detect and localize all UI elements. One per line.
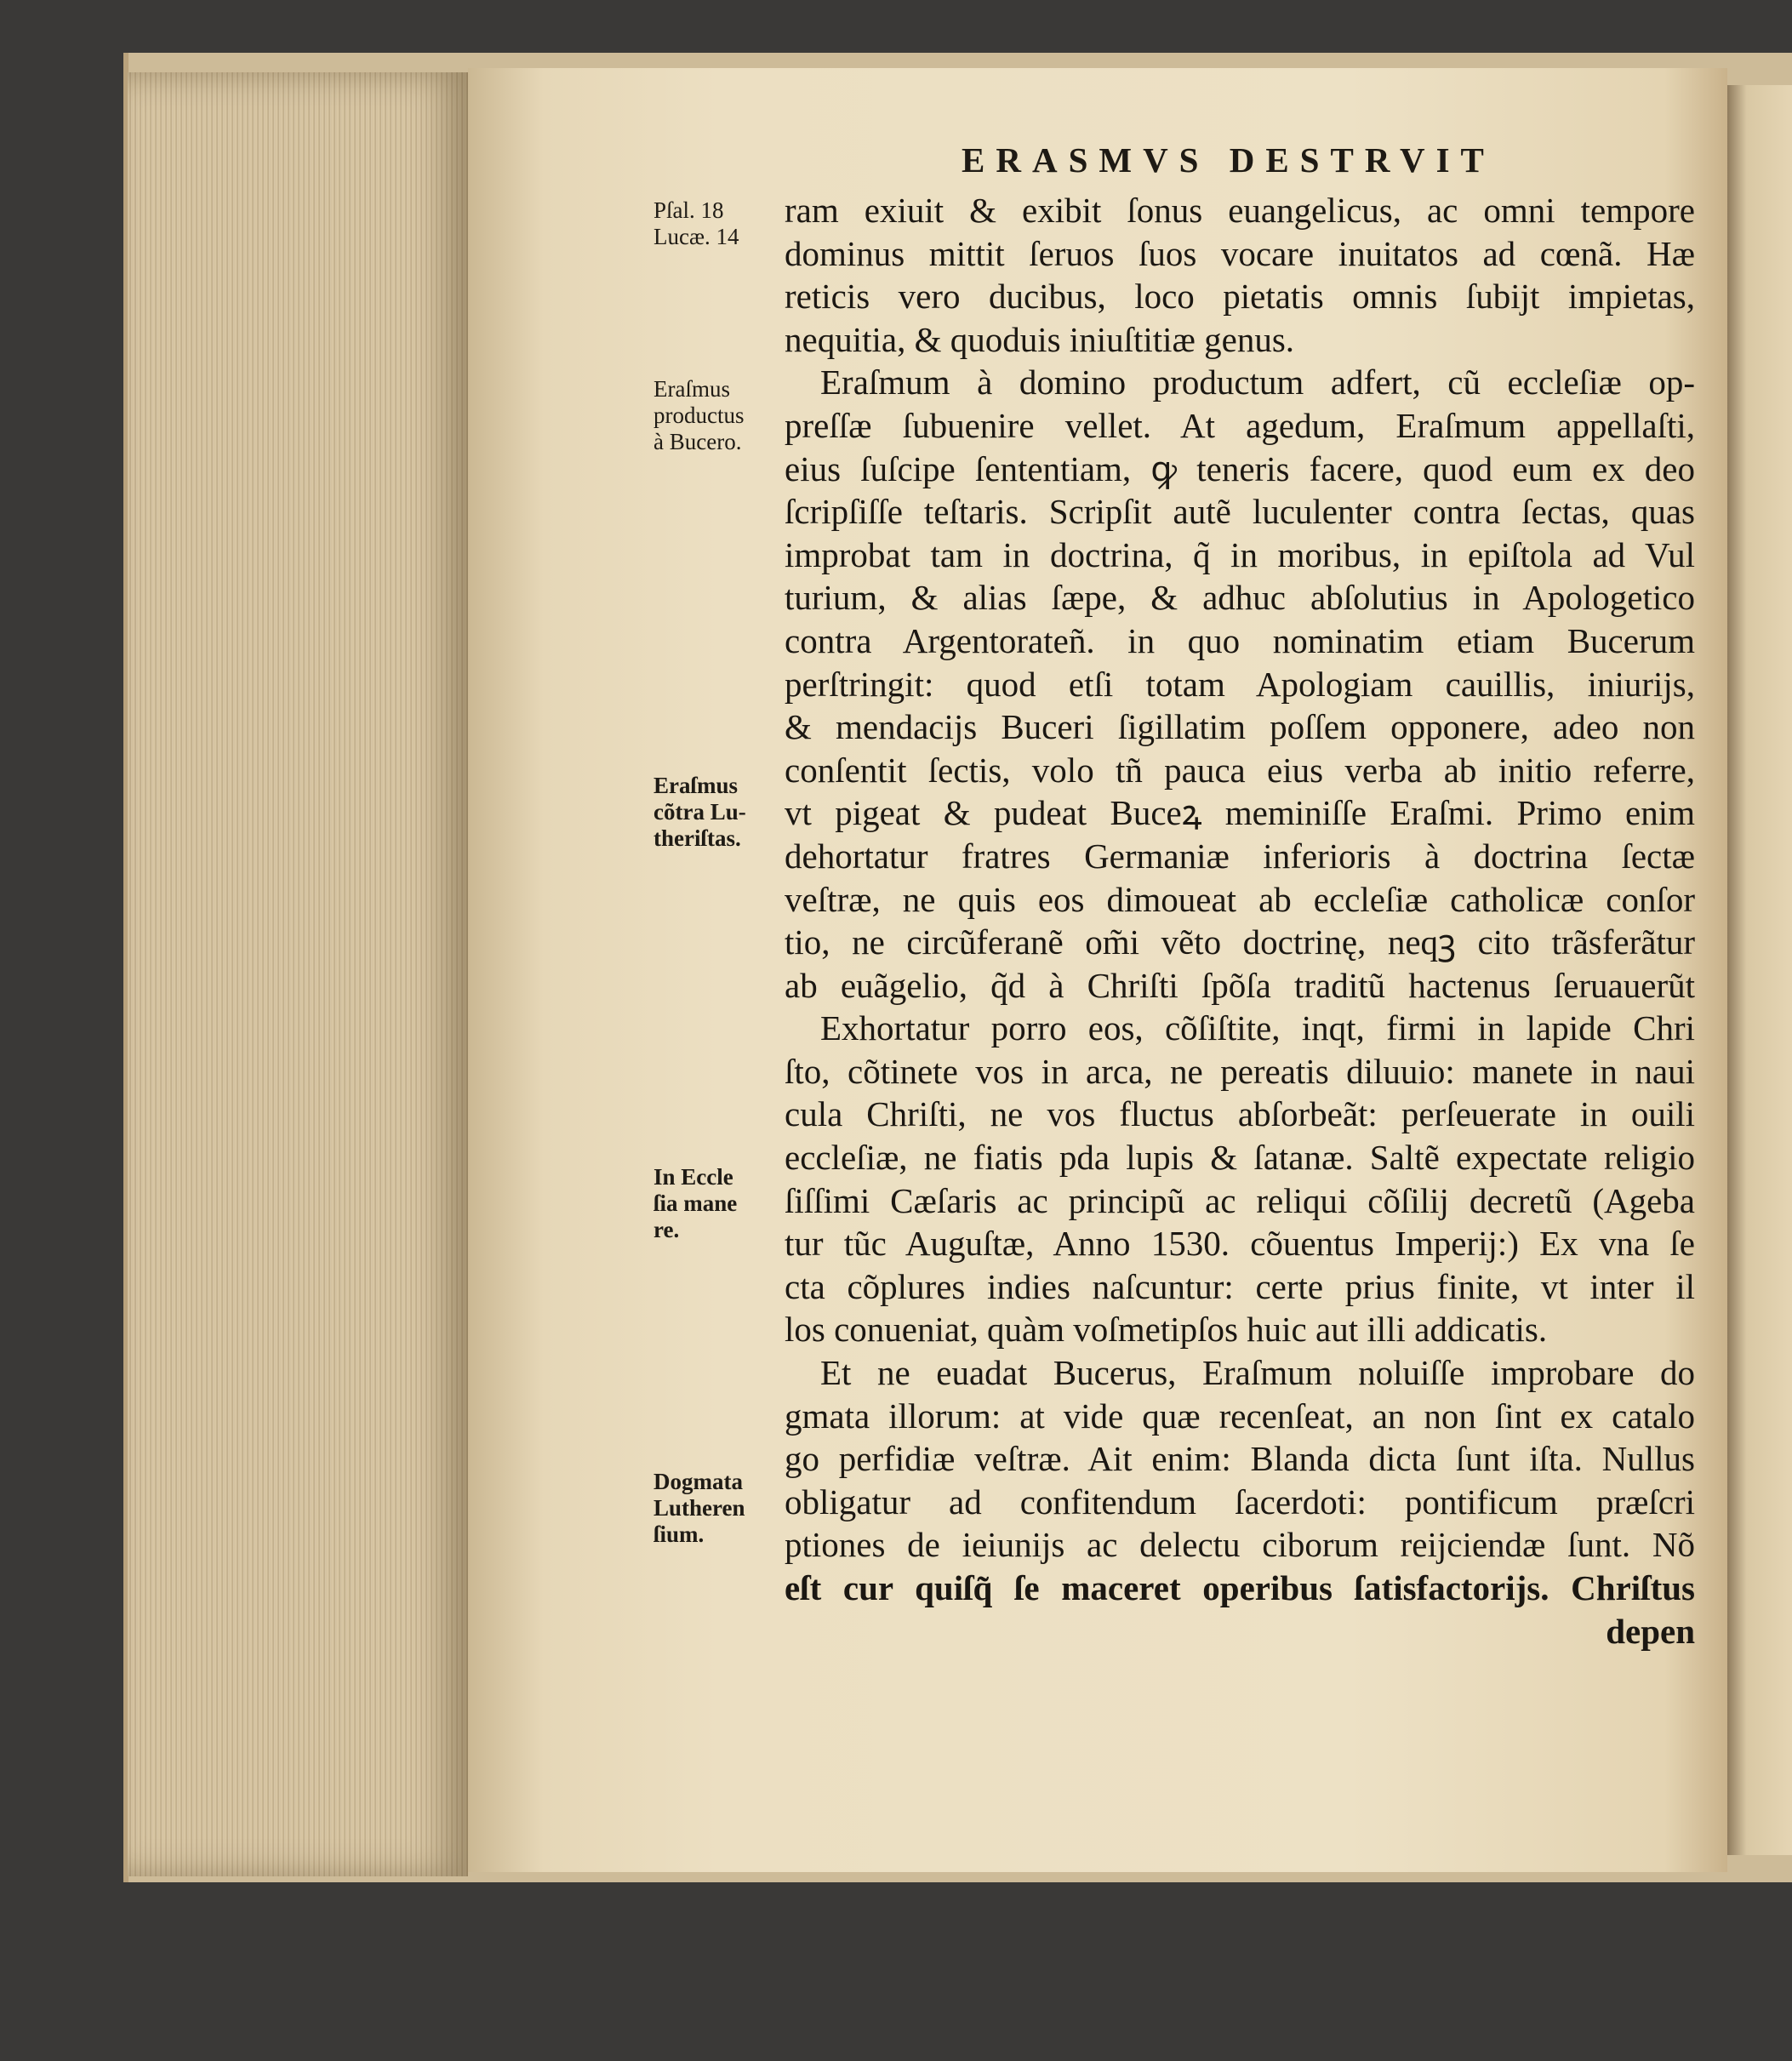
margin-note-line: Lucæ. 14: [653, 224, 739, 249]
margin-note-scripture: [653, 197, 781, 250]
text-line: tio, ne circũferanẽ om̃i vẽto doctrinę, neqꝫ cito trãsferãtur: [785, 922, 1695, 962]
margin-note-line: Dogmata: [653, 1469, 743, 1494]
text-line: eius ſuſcipe ſententiam, ꝙ teneris facere, quod eum ex deo: [785, 448, 1695, 488]
margin-note-line: ſia mane: [653, 1190, 738, 1216]
text-line: ſiſſimi Cæſaris ac principũ ac reliqui cõſilij decretũ (Ageba: [785, 1180, 1695, 1220]
catchword: depen: [1606, 1611, 1695, 1651]
margin-note-line: Eraſmus: [653, 376, 730, 402]
text-line: nequitia, & quoduis iniuſtitiæ genus.: [785, 319, 1295, 359]
margin-note-line: In Eccle: [653, 1164, 733, 1190]
margin-note-line: à Bucero.: [653, 429, 742, 454]
text-line: gmata illorum: at vide quæ recenſeat, an non ſint ex catalo: [785, 1396, 1695, 1436]
text-line: dehortatur fratres Germaniæ inferioris à doctrina ſectæ: [785, 836, 1695, 876]
main-text: [785, 189, 1695, 1653]
text-line: & mendacijs Buceri ſigillatim poſſem opponere, adeo non: [785, 707, 1695, 747]
text-line: obligatur ad confitendum ſacerdoti: pontificum præſcri: [785, 1482, 1695, 1521]
text-line: Et ne euadat Bucerus, Eraſmum noluiſſe improbare do: [820, 1353, 1695, 1393]
margin-note-line: re.: [653, 1217, 680, 1242]
text-line: go perfidiæ veſtræ. Ait enim: Blanda dicta ſunt iſta. Nullus: [785, 1439, 1695, 1479]
text-line: turium, & alias ſæpe, & adhuc abſolutius in Apologetico: [785, 578, 1695, 618]
margin-note-line: ſium.: [653, 1521, 705, 1547]
margin-note-line: cõtra Lu-: [653, 799, 746, 825]
margin-note-line: theriſtas.: [653, 825, 741, 851]
margin-note-line: Eraſmus: [653, 773, 739, 798]
margin-note-line: Pſal. 18: [653, 197, 724, 223]
text-line: reticis vero ducibus, loco pietatis omnis ſubijt impietas,: [785, 277, 1695, 317]
text-line: conſentit ſectis, volo tñ pauca eius verba ab initio referre,: [785, 750, 1695, 790]
text-line: improbat tam in doctrina, q̃ in moribus, in epiſtola ad Vul: [785, 534, 1695, 574]
text-line: preſſæ ſubuenire vellet. At agedum, Eraſmum appellaſti,: [785, 405, 1695, 445]
margin-note-line: productus: [653, 402, 745, 428]
text-line: Eraſmum à domino productum adfert, cũ eccleſiæ op-: [820, 363, 1695, 402]
text-line: ſto, cõtinete vos in arca, ne pereatis diluuio: manete in naui: [785, 1051, 1695, 1091]
text-line: dominus mittit ſeruos ſuos vocare inuitatos ad cœnã. Hæ: [785, 233, 1695, 273]
margin-note-line: Lutheren: [653, 1495, 745, 1521]
text-line: cta cõplures indies naſcuntur: certe prius finite, vt inter il: [785, 1266, 1695, 1306]
text-line: tur tũc Auguſtæ, Anno 1530. cõuentus Imperij:) Ex vna ſe: [785, 1224, 1695, 1264]
text-line: ptiones de ieiunijs ac delectu ciborum reijciendæ ſunt. Nõ: [785, 1525, 1695, 1565]
text-line: cula Chriſti, ne vos fluctus abſorbeãt: perſeuerate in ouili: [785, 1094, 1695, 1134]
text-line: ſcripſiſſe teſtaris. Scripſit autẽ luculenter contra ſectas, quas: [785, 492, 1695, 532]
text-line: ram exiuit & exibit ſonus euangelicus, ac omni tempore: [785, 191, 1695, 230]
text-line: los conueniat, quàm voſmetipſos huic aut illi addicatis.: [785, 1310, 1548, 1350]
page-edges: [128, 72, 468, 1876]
text-line: contra Argentorateñ. in quo nominatim etiam Bucerum: [785, 620, 1695, 660]
text-line: eccleſiæ, ne fiatis pda lupis & ſatanæ. Saltẽ expectate religio: [785, 1138, 1695, 1178]
text-line: vt pigeat & pudeat Buceꝝ meminiſſe Eraſmi. Primo enim: [785, 793, 1695, 833]
text-line: eſt cur quiſq̃ ſe maceret operibus ſatisfactorijs. Chriſtus: [785, 1568, 1695, 1607]
facing-page-edge: [1727, 85, 1792, 1855]
margin-note-erasmus-productus: [653, 376, 781, 455]
text-line: perſtringit: quod etſi totam Apologiam cauillis, iniurijs,: [785, 664, 1695, 704]
running-head: ERASMVS DESTRVIT: [962, 140, 1495, 180]
text-line: Exhortatur porro eos, cõſiſtite, inqt, firmi in lapide Chri: [820, 1008, 1695, 1048]
margin-note-in-ecclesia: [653, 1164, 781, 1243]
margin-note-erasmus-contra: [653, 773, 781, 852]
text-line: veſtræ, ne quis eos dimoueat ab eccleſiæ catholicæ conſor: [785, 879, 1695, 919]
margin-note-dogmata: [653, 1469, 781, 1548]
text-line: ab euãgelio, q̃d à Chriſti ſpõſa traditũ hactenus ſeruauerũt: [785, 965, 1695, 1005]
